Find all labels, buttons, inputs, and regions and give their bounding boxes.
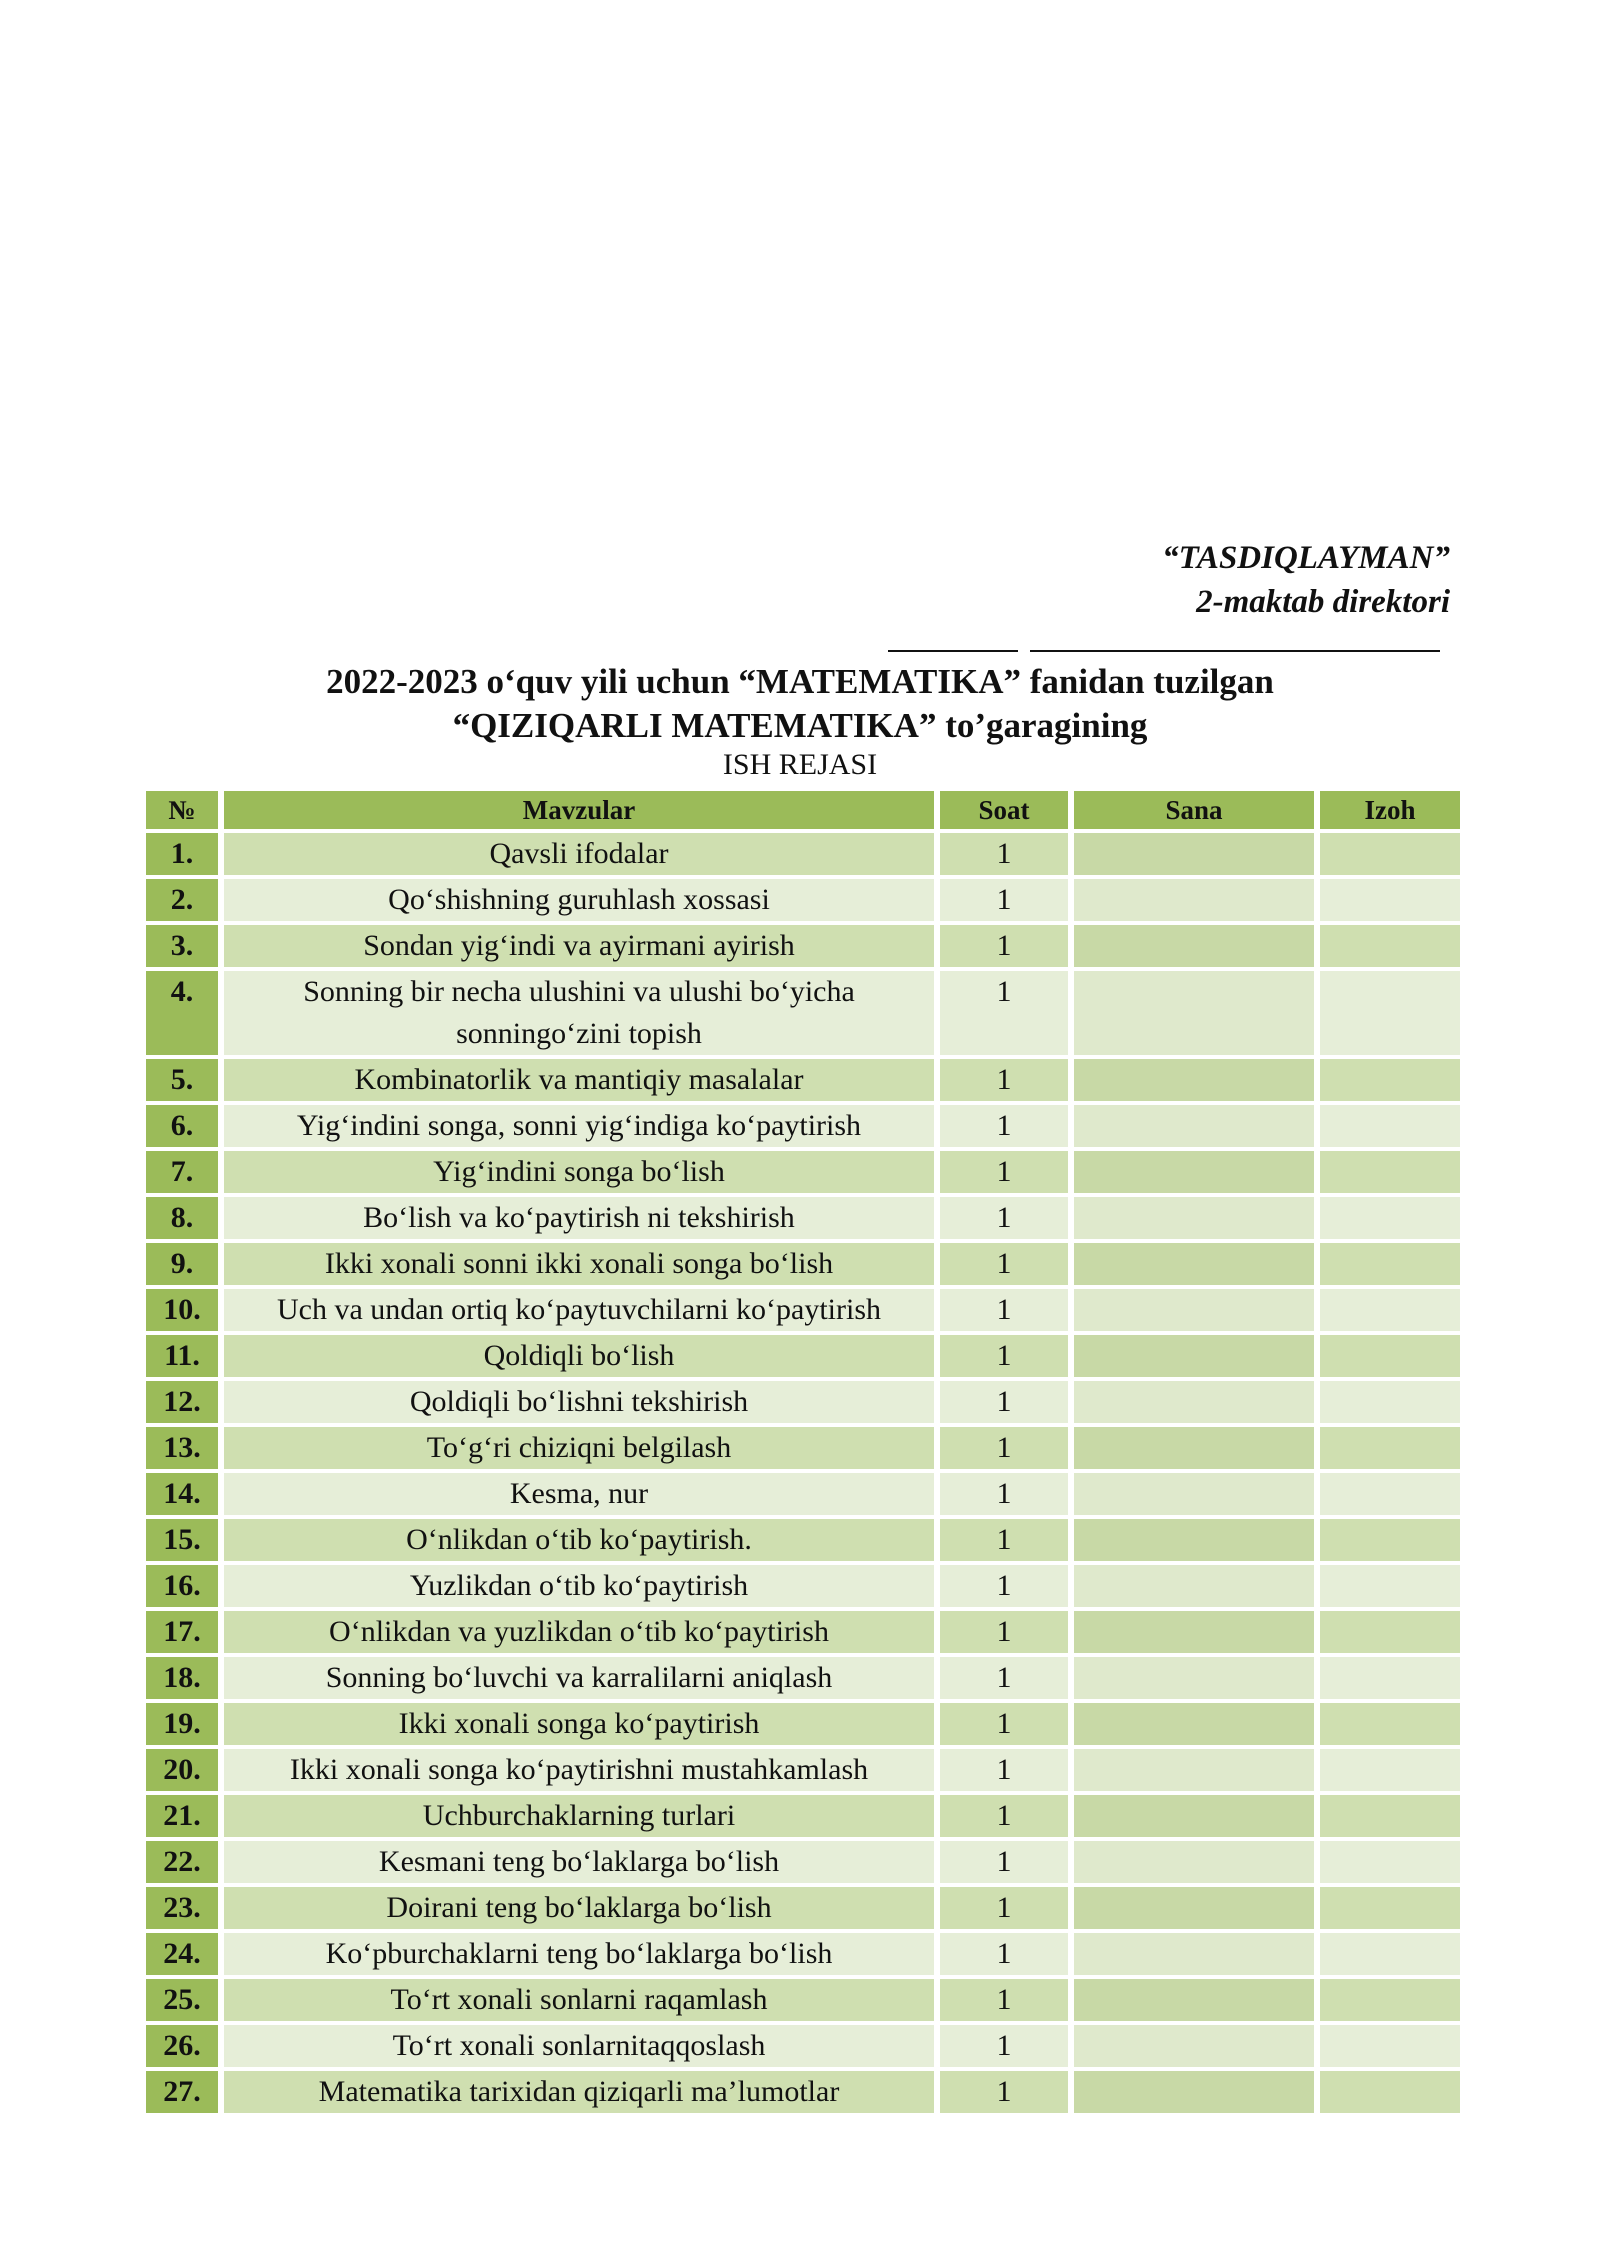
row-date [1074, 1151, 1314, 1193]
heading-line-2: “QIZIQARLI MATEMATIKA” to’garagining [452, 706, 1148, 745]
row-hours: 1 [940, 1841, 1068, 1883]
table-row [146, 1197, 1460, 1239]
row-note [1320, 1657, 1460, 1699]
row-hours: 1 [940, 1059, 1068, 1101]
row-hours: 1 [940, 925, 1068, 967]
row-number: 18. [146, 1657, 218, 1699]
table-row [146, 1335, 1460, 1377]
header-hours: Soat [940, 791, 1068, 829]
row-date [1074, 1611, 1314, 1653]
row-date [1074, 925, 1314, 967]
table-row [146, 925, 1460, 967]
row-number: 8. [146, 1197, 218, 1239]
header-note: Izoh [1320, 791, 1460, 829]
row-number: 9. [146, 1243, 218, 1285]
row-hours: 1 [940, 1243, 1068, 1285]
row-number: 16. [146, 1565, 218, 1607]
row-number: 12. [146, 1381, 218, 1423]
row-topic: Uchburchaklarning turlari [224, 1795, 934, 1837]
table-row [146, 1565, 1460, 1607]
row-number: 11. [146, 1335, 218, 1377]
row-note [1320, 2071, 1460, 2113]
row-hours: 1 [940, 1519, 1068, 1561]
row-number: 10. [146, 1289, 218, 1331]
table-row [146, 1473, 1460, 1515]
row-number: 26. [146, 2025, 218, 2067]
row-note [1320, 1105, 1460, 1147]
row-hours: 1 [940, 1887, 1068, 1929]
row-note [1320, 1749, 1460, 1791]
row-date [1074, 1381, 1314, 1423]
approval-block [1162, 536, 1450, 624]
row-topic: Kesmani teng bo‘laklarga bo‘lish [224, 1841, 934, 1883]
row-number: 1. [146, 833, 218, 875]
header-number: № [146, 791, 218, 829]
row-note [1320, 1565, 1460, 1607]
table-row [146, 971, 1460, 1055]
row-number: 21. [146, 1795, 218, 1837]
row-hours: 1 [940, 1473, 1068, 1515]
table-row [146, 1059, 1460, 1101]
row-note [1320, 1335, 1460, 1377]
table-row [146, 1887, 1460, 1929]
row-number: 5. [146, 1059, 218, 1101]
row-number: 24. [146, 1933, 218, 1975]
row-note [1320, 1473, 1460, 1515]
table-body [146, 833, 1460, 2113]
row-note [1320, 1841, 1460, 1883]
row-date [1074, 2025, 1314, 2067]
row-note [1320, 925, 1460, 967]
row-number: 4. [146, 971, 218, 1055]
row-hours: 1 [940, 1611, 1068, 1653]
table-row [146, 1289, 1460, 1331]
signature-line-long [1030, 650, 1440, 652]
row-date [1074, 1657, 1314, 1699]
row-hours: 1 [940, 1749, 1068, 1791]
row-date [1074, 1289, 1314, 1331]
row-note [1320, 1427, 1460, 1469]
row-date [1074, 1933, 1314, 1975]
row-number: 25. [146, 1979, 218, 2021]
row-note [1320, 1887, 1460, 1929]
table-row [146, 879, 1460, 921]
row-topic: O‘nlikdan o‘tib ko‘paytirish. [224, 1519, 934, 1561]
row-date [1074, 1519, 1314, 1561]
row-hours: 1 [940, 1381, 1068, 1423]
row-number: 27. [146, 2071, 218, 2113]
table-row [146, 1841, 1460, 1883]
row-topic: To‘rt xonali sonlarni raqamlash [224, 1979, 934, 2021]
heading-line-1: 2022-2023 o‘quv yili uchun “MATEMATIKA” fanidan tuzilgan [326, 662, 1274, 701]
row-topic: Yuzlikdan o‘tib ko‘paytirish [224, 1565, 934, 1607]
row-date [1074, 1841, 1314, 1883]
row-hours: 1 [940, 2071, 1068, 2113]
row-date [1074, 971, 1314, 1055]
row-hours: 1 [940, 1703, 1068, 1745]
row-topic: To‘g‘ri chiziqni belgilash [224, 1427, 934, 1469]
row-topic: Ikki xonali sonni ikki xonali songa bo‘lish [224, 1243, 934, 1285]
row-hours: 1 [940, 1795, 1068, 1837]
row-number: 2. [146, 879, 218, 921]
row-note [1320, 1151, 1460, 1193]
row-hours: 1 [940, 1289, 1068, 1331]
work-plan-table [140, 787, 1466, 2117]
row-hours: 1 [940, 2025, 1068, 2067]
row-number: 14. [146, 1473, 218, 1515]
row-hours: 1 [940, 833, 1068, 875]
table-row [146, 1795, 1460, 1837]
row-topic: Qoldiqli bo‘lishni tekshirish [224, 1381, 934, 1423]
table-row [146, 1105, 1460, 1147]
row-date [1074, 833, 1314, 875]
row-hours: 1 [940, 1335, 1068, 1377]
row-hours: 1 [940, 1565, 1068, 1607]
row-note [1320, 833, 1460, 875]
table-row [146, 1933, 1460, 1975]
row-date [1074, 1565, 1314, 1607]
row-date [1074, 1059, 1314, 1101]
table-row [146, 2071, 1460, 2113]
row-date [1074, 1887, 1314, 1929]
row-topic: Ko‘pburchaklarni teng bo‘laklarga bo‘lish [224, 1933, 934, 1975]
row-number: 3. [146, 925, 218, 967]
row-topic: O‘nlikdan va yuzlikdan o‘tib ko‘paytirish [224, 1611, 934, 1653]
row-topic: Yig‘indini songa bo‘lish [224, 1151, 934, 1193]
signature-line-short [888, 650, 1018, 652]
table-row [146, 1427, 1460, 1469]
table-row [146, 1243, 1460, 1285]
row-note [1320, 1381, 1460, 1423]
row-topic: Doirani teng bo‘laklarga bo‘lish [224, 1887, 934, 1929]
row-date [1074, 1335, 1314, 1377]
table-row [146, 833, 1460, 875]
row-topic: Uch va undan ortiq ko‘paytuvchilarni ko‘paytirish [224, 1289, 934, 1331]
row-topic: Matematika tarixidan qiziqarli ma’lumotlar [224, 2071, 934, 2113]
row-number: 13. [146, 1427, 218, 1469]
row-date [1074, 1749, 1314, 1791]
row-date [1074, 1795, 1314, 1837]
row-date [1074, 1979, 1314, 2021]
header-topics: Mavzular [224, 791, 934, 829]
row-hours: 1 [940, 1933, 1068, 1975]
table-row [146, 1611, 1460, 1653]
row-date [1074, 1197, 1314, 1239]
row-note [1320, 1611, 1460, 1653]
row-topic: Qoldiqli bo‘lish [224, 1335, 934, 1377]
row-note [1320, 971, 1460, 1055]
row-note [1320, 1059, 1460, 1101]
row-note [1320, 1979, 1460, 2021]
row-note [1320, 1933, 1460, 1975]
table-row [146, 1703, 1460, 1745]
row-date [1074, 1473, 1314, 1515]
row-hours: 1 [940, 1151, 1068, 1193]
row-topic: Kesma, nur [224, 1473, 934, 1515]
row-topic: Sonning bir necha ulushini va ulushi bo‘yicha sonningo‘zini topish [224, 971, 934, 1055]
row-topic: Qavsli ifodalar [224, 833, 934, 875]
row-date [1074, 1427, 1314, 1469]
row-topic: Qo‘shishning guruhlash xossasi [224, 879, 934, 921]
row-note [1320, 1289, 1460, 1331]
table-row [146, 1151, 1460, 1193]
row-topic: Bo‘lish va ko‘paytirish ni tekshirish [224, 1197, 934, 1239]
row-number: 7. [146, 1151, 218, 1193]
row-number: 19. [146, 1703, 218, 1745]
row-note [1320, 1197, 1460, 1239]
row-date [1074, 879, 1314, 921]
approval-subtitle: 2-maktab direktori [1196, 584, 1450, 620]
row-date [1074, 1105, 1314, 1147]
row-hours: 1 [940, 1197, 1068, 1239]
row-note [1320, 1243, 1460, 1285]
row-hours: 1 [940, 879, 1068, 921]
row-number: 20. [146, 1749, 218, 1791]
row-hours: 1 [940, 1657, 1068, 1699]
row-note [1320, 2025, 1460, 2067]
table-row [146, 1749, 1460, 1791]
row-hours: 1 [940, 1105, 1068, 1147]
row-number: 15. [146, 1519, 218, 1561]
row-hours: 1 [940, 971, 1068, 1055]
document-heading [0, 660, 1600, 782]
row-topic: Ikki xonali songa ko‘paytirishni mustahkamlash [224, 1749, 934, 1791]
row-topic: Yig‘indini songa, sonni yig‘indiga ko‘paytirish [224, 1105, 934, 1147]
row-topic: Ikki xonali songa ko‘paytirish [224, 1703, 934, 1745]
row-number: 17. [146, 1611, 218, 1653]
row-number: 6. [146, 1105, 218, 1147]
table-header-row [146, 791, 1460, 829]
row-number: 22. [146, 1841, 218, 1883]
table-row [146, 1657, 1460, 1699]
row-topic: Kombinatorlik va mantiqiy masalalar [224, 1059, 934, 1101]
heading-line-3: ISH REJASI [722, 748, 878, 781]
row-note [1320, 1519, 1460, 1561]
row-note [1320, 1795, 1460, 1837]
row-topic: To‘rt xonali sonlarnitaqqoslash [224, 2025, 934, 2067]
approval-title: “TASDIQLAYMAN” [1162, 540, 1450, 576]
row-date [1074, 2071, 1314, 2113]
header-date: Sana [1074, 791, 1314, 829]
row-hours: 1 [940, 1979, 1068, 2021]
table-row [146, 1381, 1460, 1423]
row-hours: 1 [940, 1427, 1068, 1469]
row-date [1074, 1243, 1314, 1285]
row-number: 23. [146, 1887, 218, 1929]
row-topic: Sonning bo‘luvchi va karralilarni aniqlash [224, 1657, 934, 1699]
row-note [1320, 879, 1460, 921]
row-note [1320, 1703, 1460, 1745]
table-row [146, 1979, 1460, 2021]
table-row [146, 1519, 1460, 1561]
table-row [146, 2025, 1460, 2067]
row-date [1074, 1703, 1314, 1745]
row-topic: Sondan yig‘indi va ayirmani ayirish [224, 925, 934, 967]
